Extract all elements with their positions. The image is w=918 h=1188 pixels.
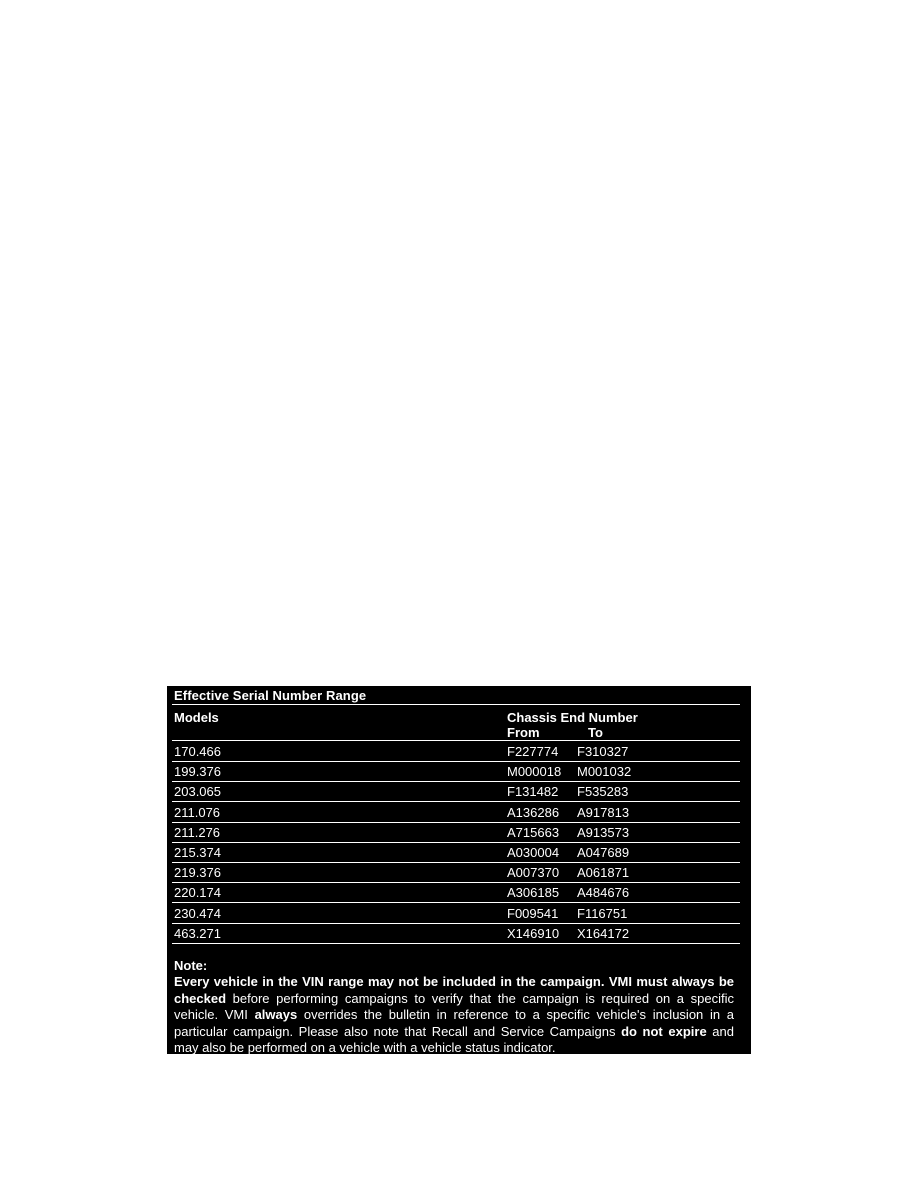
table-row (172, 843, 740, 863)
to-cell: A917813 (577, 804, 630, 820)
to-cell: A913573 (577, 824, 630, 840)
from-cell: A306185 (507, 885, 560, 901)
to-cell: F535283 (577, 784, 629, 800)
from-cell: A030004 (507, 845, 560, 860)
to-cell: A047689 (577, 845, 630, 860)
note-part2: before performing campaigns to verify that the campaign is required on a specific vehicle. VMI (174, 990, 734, 1022)
table-row (172, 782, 740, 802)
model-cell: 211.276 (174, 824, 221, 840)
to-cell: M001032 (577, 764, 632, 780)
to-cell: F310327 (577, 744, 629, 759)
to-cell: X164172 (577, 925, 630, 941)
note-part5: do not expire (621, 1023, 707, 1039)
model-cell: 230.474 (174, 905, 221, 921)
from-cell: X146910 (507, 925, 560, 941)
table-row (172, 924, 740, 944)
table-row (172, 803, 740, 823)
title-divider (172, 704, 740, 705)
header-divider (172, 740, 740, 741)
chassis-header: Chassis End Number (507, 710, 638, 725)
to-cell: A061871 (577, 865, 630, 881)
model-cell: 219.376 (174, 865, 221, 881)
to-header: To (588, 725, 603, 740)
row-divider (172, 943, 740, 944)
model-cell: 215.374 (174, 845, 221, 860)
from-header: From (507, 725, 540, 740)
table-row (172, 883, 740, 903)
model-cell: 463.271 (174, 925, 221, 941)
model-cell: 211.076 (174, 804, 221, 820)
from-cell: M000018 (507, 764, 562, 780)
note-body (174, 974, 734, 1057)
table-title: Effective Serial Number Range (174, 688, 367, 703)
from-cell: F227774 (507, 744, 559, 759)
table-row (172, 904, 740, 924)
from-cell: F009541 (507, 905, 559, 921)
from-cell: F131482 (507, 784, 559, 800)
model-cell: 170.466 (174, 744, 221, 759)
note-part3: always (254, 1007, 298, 1022)
from-cell: A715663 (507, 824, 560, 840)
from-cell: A136286 (507, 804, 560, 820)
note-part4: overrides the bulletin in reference to a specific vehicle's inclusion in a particular campaign. Please also note that Recall and Service Campaigns (174, 1007, 734, 1039)
model-cell: 203.065 (174, 784, 221, 800)
note-part6: and may also be performed on a vehicle with a vehicle status indicator. (174, 1023, 734, 1055)
model-cell: 199.376 (174, 764, 221, 780)
note-heading: Note: (174, 958, 208, 973)
table-row (172, 823, 740, 843)
from-cell: A007370 (507, 865, 560, 881)
serial-number-panel (167, 686, 751, 1054)
table-row (172, 863, 740, 883)
table-row (172, 762, 740, 782)
to-cell: A484676 (577, 885, 630, 901)
table-row (172, 742, 740, 762)
model-cell: 220.174 (174, 885, 221, 901)
to-cell: F116751 (577, 905, 628, 921)
note-part1: Every vehicle in the VIN range may not be included in the campaign. VMI must always be checked (174, 974, 734, 1006)
models-header: Models (174, 710, 219, 725)
